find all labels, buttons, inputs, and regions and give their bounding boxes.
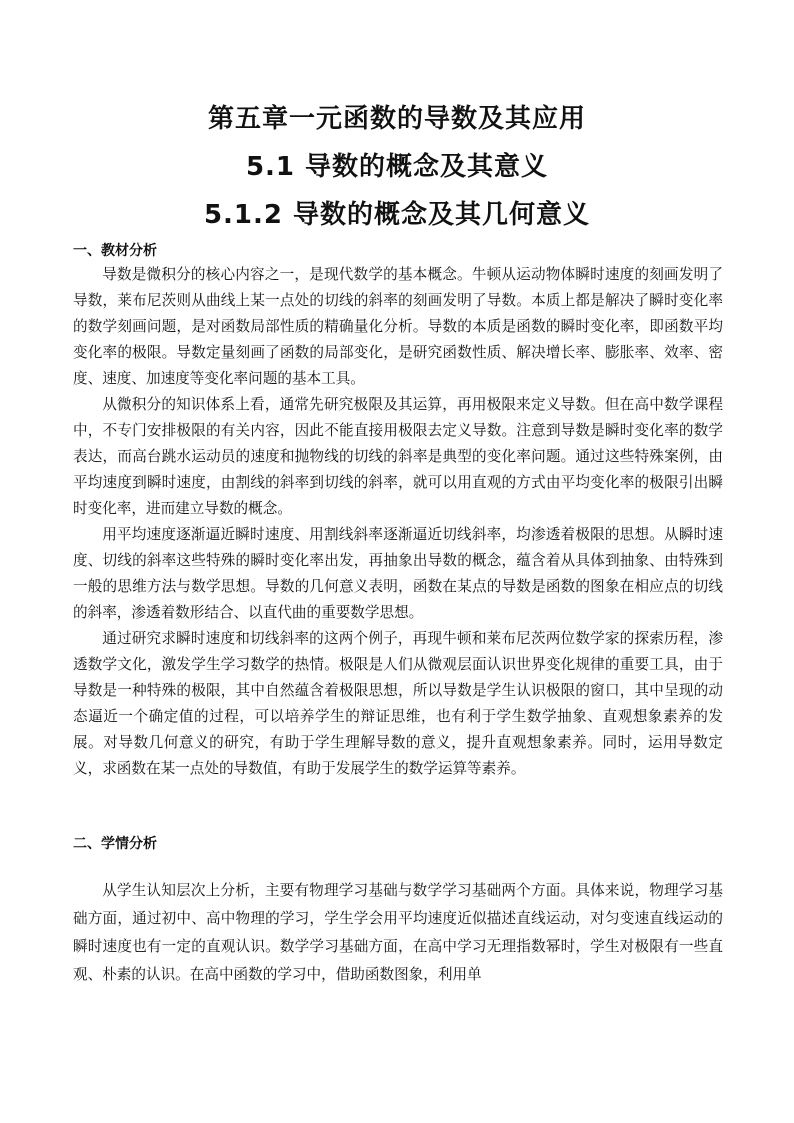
section-heading-student-analysis: 二、学情分析 xyxy=(73,836,157,852)
student-analysis-body xyxy=(73,877,723,989)
section-title: 5.1 导数的概念及其意义 xyxy=(245,152,549,182)
chapter-title: 第五章一元函数的导数及其应用 xyxy=(207,104,586,134)
paragraph: 通过研究求瞬时速度和切线斜率的这两个例子，再现牛顿和莱布尼茨两位数学家的探索历程，渗透数学文化，激发学生学习数学的热情。极限是人们从微观层面认识世界变化规律的重要工具，由于导数是一种特殊的极限，其中自然蕴含着极限思想，所以导数是学生认识极限的窗口，其中呈现的动态逼近一个确定值的过程，可以培养学生的辩证思维，也有利于学生数学抽象、直观想象素养的发展。对导数几何意义的研究，有助于学生理解导数的意义，提升直观想象素养。同时，运用导数定义，求函数在某一点处的导数值，有助于发展学生的数学运算等素养。 xyxy=(73,630,723,777)
paragraph: 用平均速度逐渐逼近瞬时速度、用割线斜率逐渐逼近切线斜率，均渗透着极限的思想。从瞬时速度、切线的斜率这些特殊的瞬时变化率出发，再抽象出导数的概念，蕴含着从具体到抽象、由特殊到一般的思维方法与数学思想。导数的几何意义表明，函数在某点的导数是函数的图象在相应点的切线的斜率，渗透着数形结合、以直代曲的重要数学思想。 xyxy=(73,526,723,621)
subsection-title: 5.1.2 导数的概念及其几何意义 xyxy=(203,200,591,230)
paragraph: 从学生认知层次上分析，主要有物理学习基础与数学学习基础两个方面。具体来说，物理学习基础方面，通过初中、高中物理的学习，学生学会用平均速度近似描述直线运动，对匀变速直线运动的瞬时速度也有一定的直观认识。数学学习基础方面，在高中学习无理指数幂时，学生对极限有一些直观、朴素的认识。在高中函数的学习中，借助函数图象，利用单 xyxy=(73,882,723,983)
paragraph: 从微积分的知识体系上看，通常先研究极限及其运算，再用极限来定义导数。但在高中数学课程中，不专门安排极限的有关内容，因此不能直接用极限去定义导数。注意到导数是瞬时变化率的数学表达，而高台跳水运动员的速度和抛物线的切线的斜率是典型的变化率问题。通过这些特殊案例，由平均速度到瞬时速度，由割线的斜率到切线的斜率，就可以用直观的方式由平均变化率的极限引出瞬时变化率，进而建立导数的概念。 xyxy=(73,396,723,517)
section-heading-textbook-analysis: 一、教材分析 xyxy=(73,243,157,259)
paragraph: 导数是微积分的核心内容之一，是现代数学的基本概念。牛顿从运动物体瞬时速度的刻画发明了导数，莱布尼茨则从曲线上某一点处的切线的斜率的刻画发明了导数。本质上都是解决了瞬时变化率的数学刻画问题，是对函数局部性质的精确量化分析。导数的本质是函数的瞬时变化率，即函数平均变化率的极限。导数定量刻画了函数的局部变化，是研究函数性质、解决增长率、膨胀率、效率、密度、速度、加速度等变化率问题的基本工具。 xyxy=(73,266,723,387)
